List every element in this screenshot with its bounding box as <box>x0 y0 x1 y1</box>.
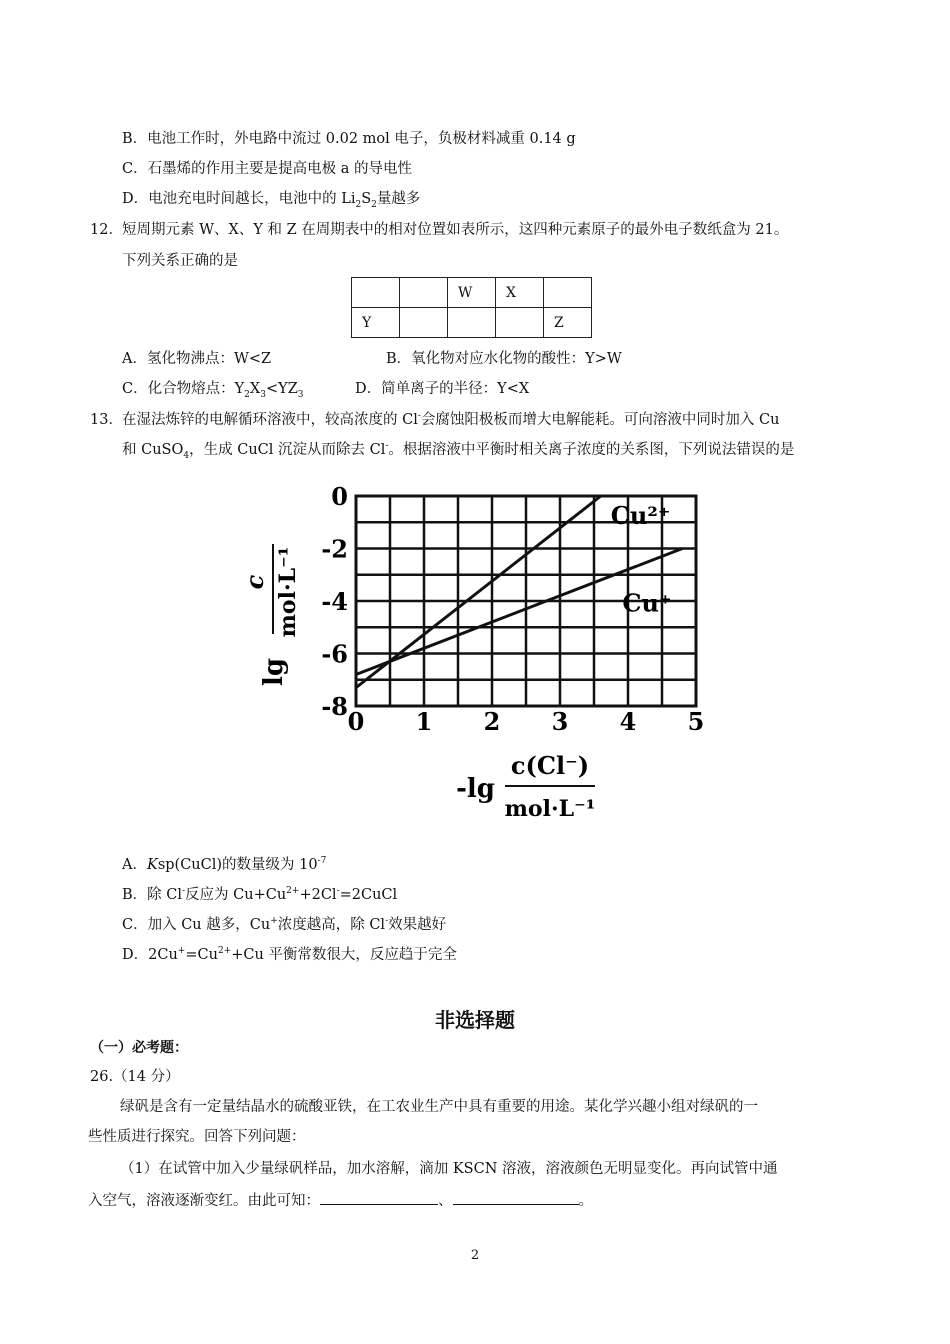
y-axis-label-denominator: mol·L⁻¹ <box>275 546 301 638</box>
q26-header: 26.（14 分） <box>90 1069 180 1085</box>
periodic-table-excerpt <box>351 277 592 338</box>
y-tick-label: -6 <box>321 639 348 669</box>
x-tick-label: 2 <box>483 707 501 736</box>
table-cell: Z <box>544 308 592 338</box>
q12-number: 12． <box>90 222 123 238</box>
q13-option-b: B．除 Cl-反应为 $Cu+Cu^{2+}+2Cl^-=2CuCl$ <box>122 886 398 903</box>
q13-option-c: C．加入 Cu 越多，Cu+浓度越高，除 Cl-效果越好 <box>122 916 447 933</box>
y-axis-label-numerator: c <box>240 574 269 590</box>
section-title: 非选择题 <box>435 1008 515 1032</box>
x-tick-label: 4 <box>619 707 637 736</box>
y-tick-label: -8 <box>321 692 348 721</box>
x-tick-label: 0 <box>347 707 365 736</box>
q12-option-a: A．氢化物沸点：W<Z <box>122 351 272 367</box>
x-axis-label-denominator: mol·L⁻¹ <box>504 796 596 822</box>
table-cell: W <box>448 278 496 308</box>
q26-paragraph-1-cont: 些性质进行探究。回答下列问题： <box>88 1129 306 1145</box>
series-label: Cu²⁺ <box>610 501 671 530</box>
x-axis-label <box>456 751 595 822</box>
q12-stem: 短周期元素 W、X、Y 和 Z 在周期表中的相对位置如表所示，这四种元素原子的最外电子数纸盒为 21。 <box>122 222 789 238</box>
q11-option-b: B．电池工作时，外电路中流过 0.02 mol 电子，负极材料减重 0.14 g <box>122 131 576 147</box>
q26-paragraph-2: （1）在试管中加入少量绿矾样品，加水溶解，滴加 KSCN 溶液，溶液颜色无明显变化。再向试管中通 <box>120 1161 778 1177</box>
x-tick-label: 3 <box>551 707 569 736</box>
x-axis-label-numerator: c(Cl⁻) <box>510 751 590 780</box>
answer-blank-2[interactable] <box>453 1190 579 1205</box>
x-tick-label: 5 <box>687 707 705 736</box>
x-tick-label: 1 <box>415 707 433 736</box>
y-tick-label: -2 <box>321 534 348 564</box>
q13-option-d: D．$2Cu^+=Cu^{2+}+Cu$ 平衡常数很大，反应趋于完全 <box>122 946 457 963</box>
y-axis-label <box>240 544 301 686</box>
y-tick-label: 0 <box>331 482 348 511</box>
section-subtitle: （一）必考题： <box>90 1040 188 1056</box>
q12-option-c: C．化合物熔点：$Y_2X_3<YZ_3$ <box>122 381 304 400</box>
ion-concentration-chart <box>230 474 730 834</box>
y-axis-label-prefix: lg <box>259 657 289 687</box>
q11-option-d: D．电池充电时间越长，电池中的 $Li_2S_2$量越多 <box>122 191 421 210</box>
table-cell <box>496 308 544 338</box>
q12-option-b: B．氧化物对应水化物的酸性：Y>W <box>386 351 622 367</box>
table-cell <box>448 308 496 338</box>
table-cell <box>400 308 448 338</box>
page-number: 2 <box>470 1248 480 1263</box>
q11-option-c: C．石墨烯的作用主要是提高电极 a 的导电性 <box>122 161 412 177</box>
table-cell <box>400 278 448 308</box>
q12-option-d: D．简单离子的半径：Y<X <box>355 381 530 397</box>
q12-stem-2: 下列关系正确的是 <box>122 253 238 269</box>
y-tick-label: -4 <box>321 587 348 616</box>
series-label: Cu⁺ <box>622 588 672 618</box>
q13-stem-2: 和 CuSO$_4$，生成 CuCl 沉淀从而除去 Cl-。根据溶液中平衡时相关离子浓度的关系图，下列说法错误的是 <box>122 441 795 461</box>
table-cell <box>544 278 592 308</box>
answer-blank-1[interactable] <box>320 1190 438 1205</box>
q13-stem: 在湿法炼锌的电解循环溶液中，较高浓度的 Cl-会腐蚀阳极板而增大电解能耗。可向溶液中同时加入 Cu <box>122 411 780 428</box>
table-cell: Y <box>352 308 400 338</box>
q13-option-a: A．Ksp(CuCl)的数量级为 $10^{-7}$ <box>122 856 327 873</box>
table-cell <box>352 278 400 308</box>
x-axis-label-prefix: -lg <box>456 774 495 804</box>
q26-paragraph-1: 绿矾是含有一定量结晶水的硫酸亚铁，在工农业生产中具有重要的用途。某化学兴趣小组对绿矾的一 <box>120 1099 758 1115</box>
q26-paragraph-2-cont: 入空气，溶液逐渐变红。由此可知： 、 。 <box>88 1190 593 1211</box>
table-cell: X <box>496 278 544 308</box>
q13-number: 13． <box>90 412 123 428</box>
